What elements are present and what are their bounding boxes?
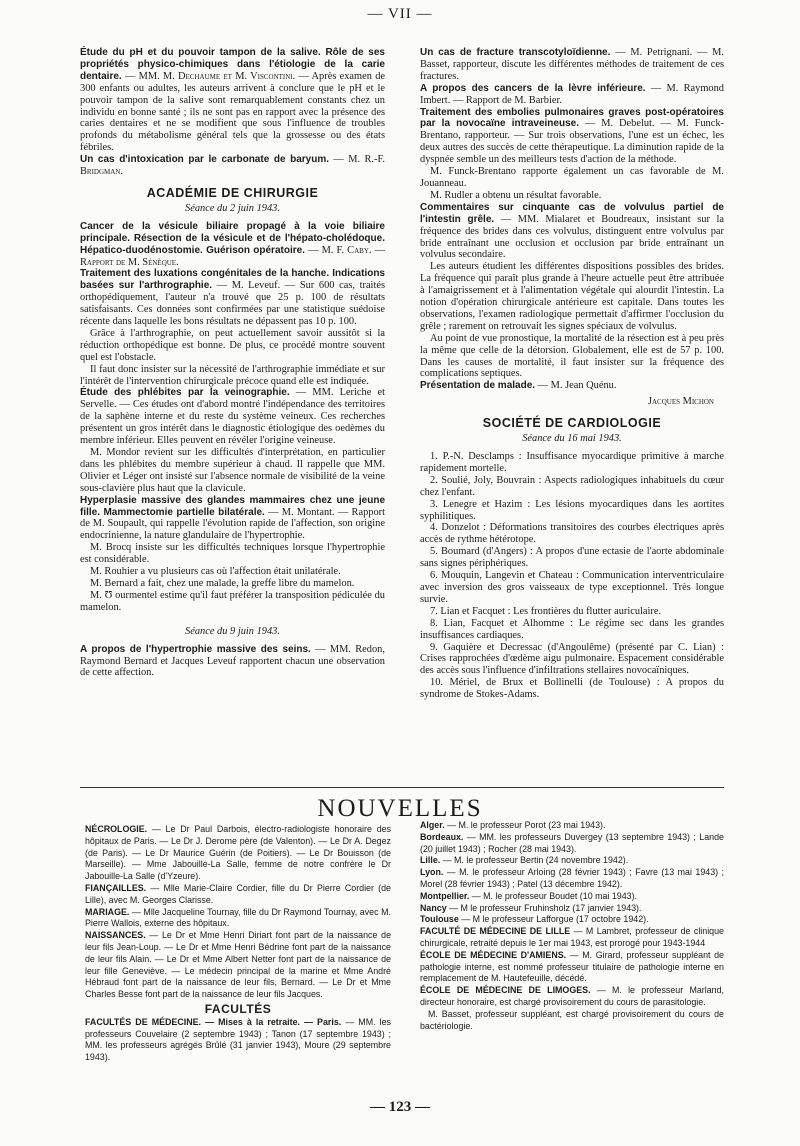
seance-date: Séance du 2 juin 1943. bbox=[185, 202, 280, 214]
news-lyon bbox=[420, 867, 724, 891]
news-text: — MM. les professeurs Couvelaire (2 septembre 1943) ; Tanon (17 septembre 1943) ; MM. les professeurs agrégés Brûlé (31 janvier 1943), Moure (29 septembre 1943). bbox=[85, 1016, 391, 1063]
paragraph: Il faut donc insister sur la nécessité de l'arthrographie immédiate et sur l'intérêt de l'intervention chirurgicale précoce quand elle est indiquée. bbox=[80, 363, 385, 387]
article-luxations bbox=[80, 268, 385, 328]
paragraph: M. Ʊ ourmentel estime qu'il faut préférer la transposition pédiculée du mamelon. bbox=[80, 589, 385, 613]
divider bbox=[80, 787, 724, 788]
article-cancers-levre bbox=[420, 83, 724, 107]
news-faculte-lille bbox=[420, 926, 724, 950]
news-label: MARIAGE. bbox=[85, 906, 130, 917]
news-lille bbox=[420, 855, 724, 867]
news-necrologie bbox=[85, 824, 391, 883]
news-naissances bbox=[85, 930, 391, 1001]
article-text: — M. Raymond Imbert. — Rapport de M. Barbier. bbox=[420, 82, 724, 106]
news-toulouse bbox=[420, 914, 724, 926]
article-cancer-vesicule bbox=[80, 221, 385, 269]
article-hyperplasie bbox=[80, 495, 385, 543]
list-item: 3. Lenegre et Hazim : Les lésions myocardiques dans les aortites syphilitiques. bbox=[420, 498, 724, 522]
list-item: 1. P.-N. Desclamps : Insuffisance myocardique primitive à marche rapidement mortelle. bbox=[420, 451, 724, 474]
article-title: A propos de l'hypertrophie massive des seins. bbox=[80, 643, 311, 655]
article-title: Traitement des luxations congénitales de la hanche. Indications basées sur l'arthrographie. bbox=[80, 268, 385, 292]
article-title: Étude des phlébites par la veinographie. bbox=[80, 387, 290, 399]
news-label: Bordeaux. bbox=[420, 831, 464, 842]
news-label: ÉCOLE DE MÉDECINE D'AMIENS. bbox=[420, 949, 567, 960]
article-text: — M. Debelut. — M. Funck-Brentano, rapporteur. — Sur trois observations, l'une est un échec, les deux autres des succès de cette thérapeutique. La diminution rapide de la dyspnée semble un des meilleurs tests d'action de la méthode. bbox=[420, 118, 725, 166]
article-title: Étude du pH et du pouvoir tampon de la salive. Rôle de ses propriétés physico-chimiques dans l'étiologie de la carie dentaire. bbox=[80, 47, 385, 82]
news-label: Montpellier. bbox=[420, 890, 470, 901]
page-header-roman: — VII — bbox=[367, 6, 433, 22]
section-heading-cardiologie: SOCIÉTÉ DE CARDIOLOGIE bbox=[482, 416, 662, 431]
news-label: NÉCROLOGIE. bbox=[85, 824, 148, 834]
paragraph: Au point de vue pronostique, la mortalité de la résection est à peu près la même que celle de la détorsion. Globalement, elle est de 57 p. 100. Dans les causes de mortalité, il faut insister sur la fréquence des complications septiques. bbox=[420, 332, 724, 380]
news-mariage bbox=[85, 907, 391, 931]
page-number: — 123 — bbox=[370, 1099, 430, 1115]
news-label: ÉCOLE DE MÉDECINE DE LIMOGES. bbox=[420, 985, 591, 996]
paragraph: M. Funck-Brentano rapporte également un cas favorable de M. Jouanneau. bbox=[420, 166, 724, 189]
paragraph: M. Basset, professeur suppléant, est chargé provisoirement du cours de bactériologie. bbox=[420, 1008, 724, 1031]
article-text: — M. Petrignani. — M. Basset, rapporteur, discute les différentes méthodes de traitement de ces fractures. bbox=[420, 47, 725, 82]
list-item: 6. Mouquin, Langevin et Chateau : Communication interventriculaire avec inversion des gros vaisseaux de type exceptionnel. Très longue survie. bbox=[420, 570, 724, 605]
news-ecole-limoges bbox=[420, 985, 724, 1009]
news-label: Lyon. bbox=[420, 867, 444, 878]
nouvelles-heading: NOUVELLES bbox=[317, 795, 483, 822]
article-presentation bbox=[420, 380, 724, 392]
news-text: — M. le professeur Arloing (28 février 1943) ; Favre (13 mai 1943) ; Morel (28 février 1943) ; Patel (13 décembre 1942). bbox=[420, 867, 724, 889]
article-title: Présentation de malade. bbox=[420, 380, 536, 392]
article-ph-salive bbox=[80, 47, 385, 154]
article-text: — M. R.-F. Bridgman. bbox=[80, 154, 386, 178]
news-text: — Mlle Marie-Claire Cordier, fille du Dr Pierre Cordier (de Lille), avec M. Georges Clarisse. bbox=[85, 882, 391, 905]
article-title: Cancer de la vésicule biliaire propagé à la voie biliaire principale. Résection de la vésicule et de l'hépato-cholédoque. Hépatico-duodénostomie. Guérison opératoire. bbox=[80, 220, 385, 256]
article-title: Un cas d'intoxication par le carbonate de baryum. bbox=[80, 154, 330, 166]
news-text: — M le professeur Lafforgue (17 octobre 1942). bbox=[458, 914, 649, 925]
seance-date: Séance du 16 mai 1943. bbox=[522, 433, 622, 445]
news-text: — M le professeur Fruhinsholz (17 janvier 1943). bbox=[446, 902, 642, 913]
article-title: Hyperplasie massive des glandes mammaires chez une jeune fille. Mammectomie partielle bilatérale. bbox=[80, 494, 385, 518]
paragraph: M. Brocq insiste sur les difficultés techniques lorsque l'hypertrophie est considérable. bbox=[80, 542, 385, 566]
list-item: 10. Mériel, de Brux et Bollinelli (de Toulouse) : A propos du syndrome de Stokes-Adams. bbox=[420, 677, 724, 701]
article-text: — MM. Leriche et Servelle. — Ces études ont d'abord montré l'indépendance des territoires de la saphène interne et du reste du système veineux. Ces recherches présentent un gros intérêt dans le diagnostic étiologique des oedèmes du membre inférieur. Elles peuvent en révéler l'origine veineuse. bbox=[80, 387, 385, 447]
article-title: A propos des cancers de la lèvre inférieure. bbox=[420, 82, 646, 94]
nouvelles-left-column bbox=[85, 824, 391, 1064]
article-authors: — MM. M. Dechaume et M. Viscontini. bbox=[121, 70, 296, 82]
article-title: Commentaires sur cinquante cas de volvulus partiel de l'intestin grêle. bbox=[420, 201, 724, 225]
article-text: — Après examen de 300 enfants ou adultes, les auteurs arrivent à conclure que le pH et le pouvoir tampon de la salive sont remarquablement constants chez un individu en bonne santé ; ils ne sont pas en rapport avec la présence des caries dentaires et ne se modifient que sous l'influence de troubles profonds du métabolisme général tels que la grossesse ou des états fébriles. bbox=[80, 70, 385, 154]
paragraph: Les auteurs étudient les différentes dispositions possibles des brides. La fréquence qui paraît plus grande à l'heure actuelle peut être attribuée à l'amaigrissement et à l'alimentation végétale qui alourdit l'intestin. La notion d'opération chirurgicale antérieure est capitale. Dans toutes les observations, l'examen radiologique permettait d'affirmer l'occlusion du grêle ; rarement on retrouvait les signes spéciaux de volvulus. bbox=[420, 261, 724, 332]
news-label: NAISSANCES. bbox=[85, 930, 146, 941]
news-label: Nancy bbox=[420, 902, 447, 913]
list-item: 5. Boumard (d'Angers) : A propos d'une ectasie de l'aorte abdominale sans signes périphériques. bbox=[420, 546, 724, 570]
news-alger bbox=[420, 820, 724, 832]
article-fracture bbox=[420, 47, 724, 83]
news-montpellier bbox=[420, 891, 724, 903]
news-ecole-amiens bbox=[420, 950, 724, 985]
list-item: 4. Donzelot : Déformations transitoires des courbes électriques après accès de rythme hétérotope. bbox=[420, 522, 724, 546]
paragraph: M. Rudler a obtenu un résultat favorable. bbox=[430, 189, 602, 201]
list-item: 9. Gaquière et Decressac (d'Angoulême) (présenté par C. Lian) : Crises rapprochées d'œdème aigu pulmonaire. Espacement considérable des accès sous l'influence d'infiltrations stellaires novocaïniques. bbox=[420, 641, 724, 677]
list-item: 2. Soulié, Joly, Bouvrain : Aspects radiologiques inhabituels du cœur chez l'enfant. bbox=[420, 474, 724, 498]
article-text: — M. Montant. — Rapport de M. Soupault, qui rappelle l'évolution rapide de l'affection, son origine endocrinienne, la nature glandulaire de l'hypertrophie. bbox=[80, 506, 385, 542]
paragraph: M. Mondor revient sur les difficultés d'interprétation, en particulier dans les phlébites du membre supérieur à chaud. Il rappelle que MM. Olivier et Léger ont insisté sur l'absence normale de visibilité de la veine sous-clavière plus haut que la clavicule. bbox=[80, 447, 385, 494]
news-text: — MM. les professeurs Duvergey (13 septembre 1943) ; Lande (20 juillet 1943) ; Rocher (28 mai 1943). bbox=[420, 831, 724, 854]
list-item: 7. Lian et Facquet : Les frontières du flutter auriculaire. bbox=[430, 605, 662, 617]
news-text: — Mlle Jacqueline Tournay, fille du Dr Raymond Tournay, avec M. Pierre Wallois, externe des hôpitaux. bbox=[85, 906, 391, 929]
article-text: — M. Leveuf. — Sur 600 cas, traités orthopédiquement, l'auteur n'a trouvé que 25 p. 100 de résultats satisfaisants. Ces données sont confirmées par une statistique suédoise récente dans laquelle les bons résultats ne dépassent pas 10 p. 100. bbox=[80, 280, 385, 328]
article-baryum bbox=[80, 154, 385, 178]
news-text: — M. le professeur Porot (23 mai 1943). bbox=[444, 820, 606, 830]
paragraph: M. Bernard a fait, chez une malade, la greffe libre du mamelon. bbox=[90, 577, 355, 589]
article-text: — MM. Redon, Raymond Bernard et Jacques Leveuf rapportent chacun une observation de cette affection. bbox=[80, 643, 385, 679]
article-title: Traitement des embolies pulmonaires graves post-opératoires par la novocaïne intraveineuse. bbox=[420, 106, 724, 130]
news-text: — M. Girard, professeur suppléant de pathologie interne, est nommé professeur titulaire de pathologie interne en remplacement de M. Hautefeuille, décédé. bbox=[420, 949, 724, 984]
left-column bbox=[80, 47, 385, 679]
news-label: FACULTÉS DE MÉDECINE. — Mises à la retraite. — Paris. bbox=[85, 1016, 342, 1027]
article-text: — MM. Mialaret et Boudreaux, insistant sur la fréquence des brides dans ces volvulus, distinguent entre volvulus par bride entraînant une occlusion et occlusion par bride entraînant un volvulus secondaire. bbox=[420, 213, 724, 261]
right-column bbox=[420, 47, 724, 701]
news-nancy bbox=[420, 903, 724, 915]
section-heading-academie: ACADÉMIE DE CHIRURGIE bbox=[146, 185, 319, 200]
seance-date: Séance du 9 juin 1943. bbox=[185, 625, 280, 637]
nouvelles-right-column bbox=[420, 820, 724, 1032]
news-text: — Le Dr Paul Darbois, électro-radiologiste honoraire des hôpitaux de Paris. — Le Dr J. Derome père (de Valenton). — Le Dr A. Degez (de Paris). — Le Dr Maurice Guérin (de Poitiers). — Le Dr Bouisson (de Marseille). — Mme Jabouille-La Salle, femme de notre confrère le Dr Jabouille-La Salle (d'Yzeure). bbox=[85, 824, 391, 882]
news-facultes-medecine bbox=[85, 1017, 391, 1064]
news-label: FIANÇAILLES. bbox=[85, 882, 147, 893]
news-text: — M. le professeur Boudet (10 mai 1943). bbox=[469, 890, 638, 901]
news-fiancailles bbox=[85, 883, 391, 907]
news-label: Alger. bbox=[420, 820, 445, 830]
paragraph: M. Rouhier a vu plusieurs cas où l'affection était unilatérale. bbox=[90, 566, 341, 578]
signature: Jacques Michon bbox=[647, 396, 714, 408]
news-label: Toulouse bbox=[420, 914, 459, 925]
article-text: — M. Jean Quénu. bbox=[535, 380, 617, 392]
news-text: — M. le professeur Marland, directeur honoraire, est chargé provisoirement du cours de parasitologie. bbox=[420, 985, 724, 1007]
news-label: FACULTÉ DE MÉDECINE DE LILLE bbox=[420, 926, 571, 937]
article-phlebites bbox=[80, 387, 385, 447]
list-item: 8. Lian, Facquet et Alhomme : Le régime sec dans les grandes insuffisances cardiaques. bbox=[420, 617, 724, 641]
article-volvulus bbox=[420, 202, 724, 262]
news-bordeaux bbox=[420, 832, 724, 856]
news-text: — Le Dr et Mme Henri Diriart font part de la naissance de leur fils Jean-Loup. — Le Dr et Mme Henri Bédrine font part de la naissance de leur fils Alain. — Le Dr et Mme Albert Netter font part de la naissance de leur fille Geneviève. — Le médecin principal de la marine et Mme André Hébraud font part de la naissance de leur fils, Bernard. — Le Dr et Mme Charles Besse font part de la naissance de leur fils Jacques. bbox=[85, 930, 391, 1000]
article-embolies bbox=[420, 107, 724, 167]
article-title: Un cas de fracture transcotyloïdienne. bbox=[420, 47, 611, 58]
article-hypertrophie-seins bbox=[80, 644, 385, 680]
news-label: Lille. bbox=[420, 855, 441, 866]
paragraph: Grâce à l'arthrographie, on peut actuellement savoir aussitôt si la réduction orthopédique est bonne. De plus, ce procédé montre souvent quel est l'obstacle. bbox=[80, 327, 385, 363]
article-text: — M. F. Caby. — Rapport de M. Sénèque. bbox=[80, 244, 385, 268]
facultes-heading: FACULTÉS bbox=[204, 1001, 272, 1016]
news-text: — M. le professeur Bertin (24 novembre 1942). bbox=[440, 855, 629, 866]
news-text: — M Lambret, professeur de clinique chirurgicale, retraité depuis le 1er mai 1943, est prorogé pour 1943-1944 bbox=[420, 926, 724, 948]
